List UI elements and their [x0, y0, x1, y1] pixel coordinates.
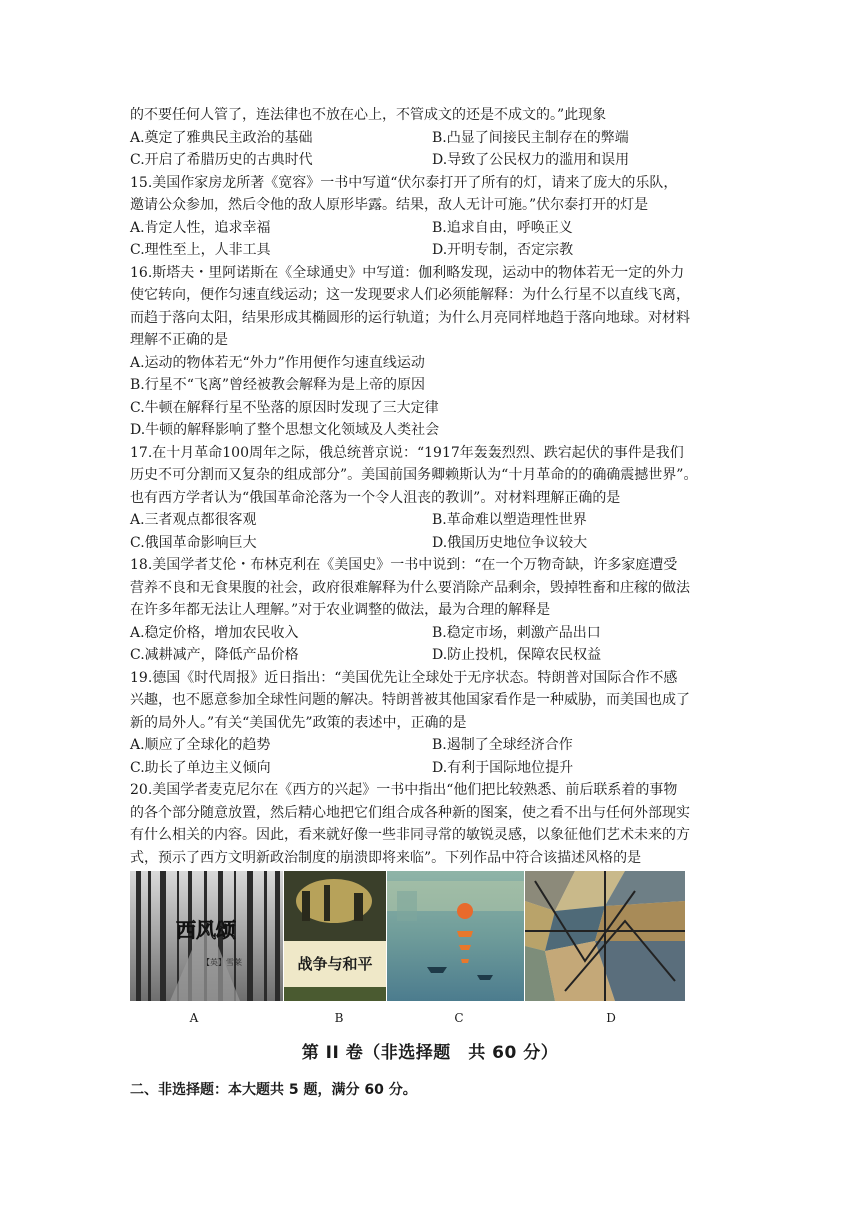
- text-line: 理解不正确的是: [130, 332, 228, 348]
- option-right: D.俄国历史地位争议较大: [432, 534, 588, 551]
- text-line: 营养不良和无食果腹的社会，政府很难解释为什么要消除产品剩余，毁掉牲畜和庄稼的做法: [130, 579, 690, 596]
- option-row: [130, 217, 730, 240]
- option-row: [130, 509, 730, 532]
- text-line: 在许多年都无法让人理解。”对于农业调整的做法，最为合理的解释是: [130, 602, 551, 618]
- text-line: 兴趣，也不愿意参加全球性问题的解决。特朗普被其他国家看作是一种威胁，而美国也成了: [130, 692, 690, 708]
- option-c-image: [387, 871, 524, 1001]
- option-left: A.奠定了雅典民主政治的基础: [130, 129, 313, 146]
- option-left: A.肯定人性，追求幸福: [130, 219, 271, 236]
- text-line: 而趋于落向太阳，结果形成其椭圆形的运行轨道；为什么月亮同样地趋于落向地球。对材料: [130, 309, 690, 326]
- option-left: C.俄国革命影响巨大: [130, 534, 257, 551]
- option-right: B.凸显了间接民主制存在的弊端: [432, 129, 629, 146]
- option-row: [130, 127, 730, 150]
- option-a-image: [130, 871, 283, 1001]
- text-line: 也有西方学者认为“俄国革命沦落为一个令人沮丧的教训”。对材料理解正确的是: [130, 489, 621, 506]
- option-row: [130, 532, 730, 555]
- option-row: [130, 644, 730, 667]
- option-right: B.追求自由，呼唤正义: [432, 219, 573, 236]
- text-line: 19.德国《时代周报》近日指出：“美国优先让全球处于无序状态。特朗普对国际合作不感: [130, 669, 678, 686]
- text-line: A.运动的物体若无“外力”作用便作匀速直线运动: [130, 354, 425, 371]
- option-left: A.稳定价格，增加农民收入: [130, 624, 299, 641]
- option-row: [130, 734, 730, 757]
- text-line: 使它转向，便作匀速直线运动；这一发现要求人们必须能解释：为什么行星不以直线飞离，: [130, 287, 690, 303]
- text-line: 20.美国学者麦克尼尔在《西方的兴起》一书中指出“他们把比较熟悉、前后联系着的事物: [130, 782, 678, 798]
- option-b-image: [284, 871, 386, 1001]
- option-right: D.防止投机，保障农民权益: [432, 647, 602, 663]
- option-right: D.有利于国际地位提升: [432, 759, 574, 776]
- option-a-title-text: 西风颂: [176, 918, 236, 942]
- option-left: A.顺应了全球化的趋势: [130, 737, 271, 753]
- image-option-labels: [0, 1011, 860, 1029]
- text-line: 的不要任何人管了，连法律也不放在心上，不管成文的还是不成文的。”此现象: [130, 107, 607, 123]
- text-line: 17.在十月革命100周年之际，俄总统普京说：“1917年轰轰烈烈、跌宕起伏的事件是我们: [130, 444, 684, 461]
- option-left: C.减耕减产，降低产品价格: [130, 647, 299, 663]
- text-line: 历史不可分割而又复杂的组成部分”。美国前国务卿赖斯认为“十月革命的的确确震撼世界”。: [130, 467, 698, 483]
- part-heading: 二、非选择题：本大题共 5 题，满分 60 分。: [130, 1082, 417, 1098]
- option-row: [130, 622, 730, 645]
- text-line: D.牛顿的解释影响了整个思想文化领域及人类社会: [130, 422, 440, 438]
- question-text-block: [130, 104, 730, 869]
- section-title: 第 II 卷（非选择题 共 60 分）: [301, 1043, 559, 1063]
- option-row: [130, 149, 730, 172]
- text-line: 16.斯塔夫・里阿诺斯在《全球通史》中写道：伽利略发现，运动中的物体若无一定的外力: [130, 264, 685, 281]
- text-line: B.行星不“飞离”曾经被教会解释为是上帝的原因: [130, 377, 426, 393]
- text-line: 的各个部分随意放置，然后精心地把它们组合成各种新的图案，使之看不出与任何外部现实: [130, 804, 690, 821]
- text-line: 邀请公众参加，然后令他的敌人原形毕露。结果，敌人无计可施。”伏尔泰打开的灯是: [130, 197, 649, 213]
- option-right: B.遏制了全球经济合作: [432, 737, 573, 753]
- option-a-label: A: [189, 1011, 199, 1025]
- text-line: 新的局外人。”有关“美国优先”政策的表述中，正确的是: [130, 714, 467, 731]
- option-right: B.稳定市场，刺激产品出口: [432, 624, 601, 641]
- artwork-images-row: [130, 871, 730, 1003]
- option-left: C.开启了希腊历史的古典时代: [130, 152, 313, 168]
- option-row: [130, 757, 730, 780]
- option-right: B.革命难以塑造理性世界: [432, 512, 587, 528]
- text-line: 18.美国学者艾伦・布林克利在《美国史》一书中说到：“在一个万物奇缺，许多家庭遭受: [130, 557, 678, 573]
- option-left: C.理性至上，人非工具: [130, 242, 271, 258]
- option-row: [130, 239, 730, 262]
- option-d-label: D: [606, 1011, 616, 1025]
- option-b-label: B: [334, 1011, 344, 1025]
- option-b-title-text: 战争与和平: [297, 955, 373, 973]
- text-line: 有什么相关的内容。因此，看来就好像一些非同寻常的敏锐灵感，以象征他们艺术未来的方: [130, 827, 690, 843]
- option-right: D.开明专制，否定宗教: [432, 242, 574, 258]
- option-d-image: [525, 871, 685, 1001]
- option-left: C.助长了单边主义倾向: [130, 759, 271, 776]
- text-line: 15.美国作家房龙所著《宽容》一书中写道“伏尔泰打开了所有的灯，请来了庞大的乐队，: [130, 174, 678, 191]
- option-c-label: C: [454, 1011, 464, 1025]
- option-right: D.导致了公民权力的滥用和误用: [432, 152, 630, 168]
- text-line: 式，预示了西方文明新政治制度的崩溃即将来临”。下列作品中符合该描述风格的是: [130, 849, 642, 866]
- option-a-subtitle-text: 【英】雪莱: [202, 958, 242, 967]
- text-line: C.牛顿在解释行星不坠落的原因时发现了三大定律: [130, 399, 439, 416]
- option-left: A.三者观点都很客观: [130, 512, 257, 528]
